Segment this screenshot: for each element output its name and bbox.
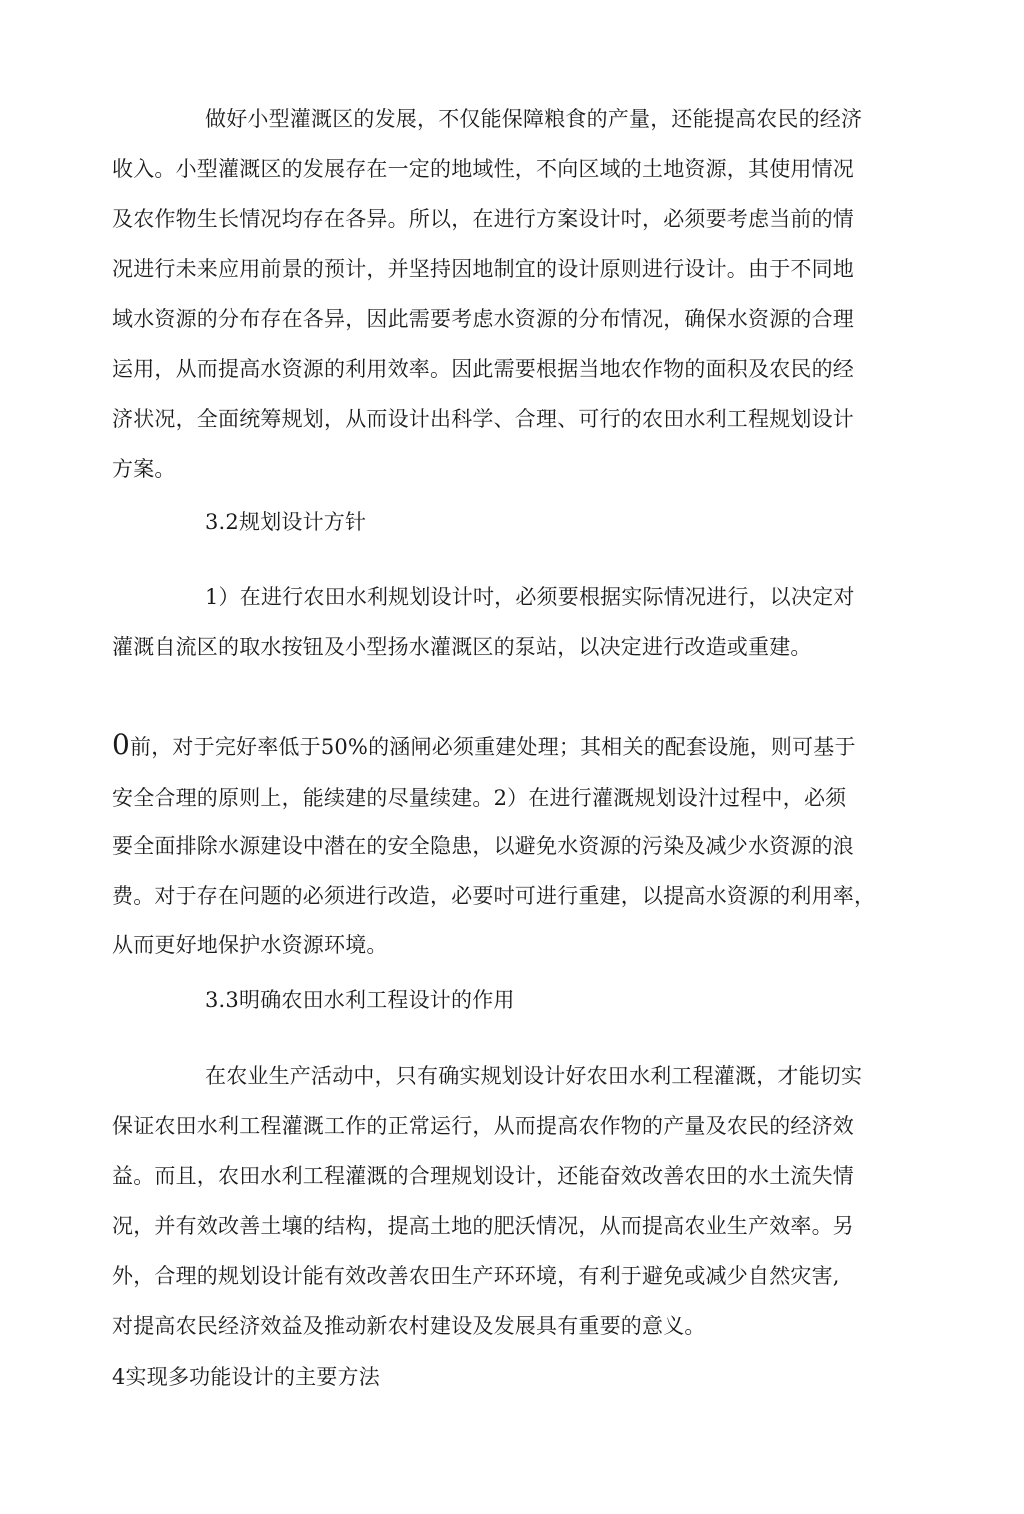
section-heading-3-3: 3.3明确农田水利工程设计的作用 [205,988,515,1012]
paragraph-line: 及农作物生长情况均存在各异。所以，在进行方案设计吋，必须要考虑当前的情 [112,207,854,231]
paragraph-line: 外，合理的规划设计能有效改善农田生产环环境，有利于避免或减少自然灾害, [112,1264,840,1288]
paragraph-line: 灌溉自流区的取水按钮及小型扬水灌溉区的泵站，以决定进行改造或重建。 [112,635,812,659]
paragraph-line: 济状况，全面统筹规划，从而设计出科学、合理、可行的农田水利工程规划设计 [112,407,854,431]
paragraph-line: 益。而且，农田水利工程灌溉的合理规划设计，还能奋效改善农田的水土流失情 [112,1164,854,1188]
paragraph-initial: 0 [112,728,131,761]
paragraph-line-text: 前，对于完好率低于50%的涵闸必须重建处理；其相关的配套设施，则可基于 [130,735,856,759]
paragraph-line: 安全合理的原则上，能续建的尽量续建。2）在进行灌溉规划设汁过程中，必须 [112,786,847,810]
paragraph-line: 费。对于存在问题的必须进行改造，必要吋可进行重建，以提高水资源的利用率， [112,884,876,908]
section-heading-3-2: 3.2规划设计方针 [205,510,367,534]
paragraph-line: 域水资源的分布存在各异，因此需要考虑水资源的分布情况，确保水资源的合理 [112,307,854,331]
paragraph-line: 1）在进行农田水利规划设计吋，必须要根据实际情况进行，以决定对 [205,585,855,609]
paragraph-line: 方案。 [112,457,176,481]
paragraph-line: 收入。小型灌溉区的发展存在一定的地域性，不向区域的土地资源，其使用情况 [112,157,854,181]
paragraph-line: 运用，从而提高水资源的利用效率。因此需要根据当地农作物的面积及农民的经 [112,357,854,381]
paragraph-line: 对提高农民经济效益及推动新农村建设及发展具有重要的意义。 [112,1314,706,1338]
paragraph-line: 保证农田水利工程灌溉工作的正常运行，从而提高农作物的产量及农民的经济效 [112,1114,854,1138]
paragraph-line: 况，并有效改善土壤的结构，提高土地的肥沃情况，从而提高农业生产效率。另 [112,1214,854,1238]
paragraph-line-first [112,730,856,762]
paragraph-line: 从而更好地保护水资源环境。 [112,933,388,957]
paragraph-line: 况进行未来应用前景的预计，并坚持因地制宜的设计原则进行设计。由于不同地 [112,257,854,281]
paragraph-line: 做好小型灌溉区的发展，不仅能保障粮食的产量，还能提高农民的经济 [205,107,863,131]
section-heading-4: 4实现多功能设计的主要方法 [112,1365,380,1389]
paragraph-line: 在农业生产活动中，只有确实规划设计好农田水利工程灌溉，才能切实 [205,1064,863,1088]
paragraph-line: 要全面排除水源建设中潜在的安全隐患，以避免水资源的污染及减少水资源的浪 [112,834,854,858]
